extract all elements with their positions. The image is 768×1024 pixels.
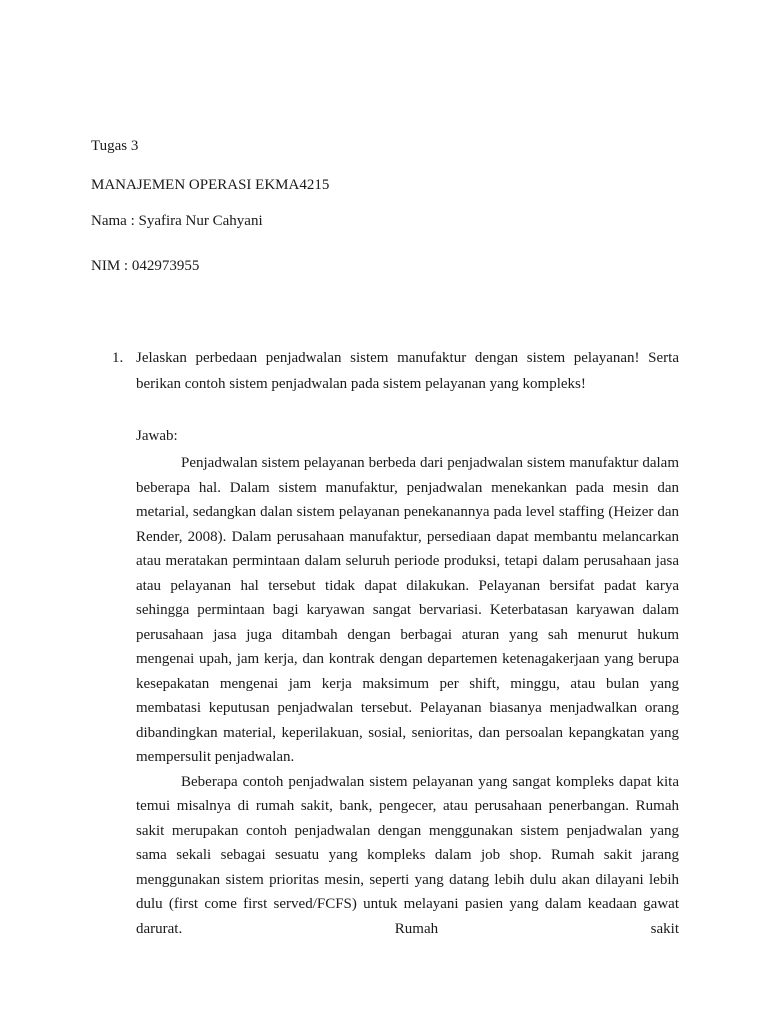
student-nim: NIM : 042973955	[91, 258, 200, 274]
question-text: Jelaskan perbedaan penjadwalan sistem manufaktur dengan sistem pelayanan! Serta berikan contoh sistem penjadwalan pada sistem pelayanan yang kompleks!	[136, 350, 679, 392]
answer-paragraph: Penjadwalan sistem pelayanan berbeda dari penjadwalan sistem manufaktur dalam beberapa hal. Dalam sistem manufaktur, penjadwalan menekankan pada mesin dan metarial, sedangkan dalan sistem pelayanan penekanannya pada level staffing (Heizer dan Render, 2008). Dalam perusahaan manufaktur, persediaan dapat membantu melancarkan atau meratakan permintaan dalam seluruh periode produksi, tetapi dalam perusahaan jasa atau pelayanan hal tersebut tidak dapat dilakukan. Pelayanan bersifat padat karya sehingga permintaan bagi karyawan sangat bervariasi. Keterbatasan karyawan dalam perusahaan jasa juga ditambah dengan berbagai aturan yang sah menurut hukum mengenai upah, jam kerja, dan kontrak dengan departemen ketenagakerjaan yang berupa kesepakatan mengenai jam kerja maksimum per shift, minggu, atau bulan yang membatasi keputusan penjadwalan tersebut. Pelayanan biasanya menjadwalkan orang dibandingkan material, keperilakuan, sosial, senioritas, dan persoalan kepangkatan yang mempersulit penjadwalan.	[136, 455, 679, 765]
answer-paragraph: Beberapa contoh penjadwalan sistem pelayanan yang sangat kompleks dapat kita temui misalnya di rumah sakit, bank, pengecer, atau perusahaan penerbangan. Rumah sakit merupakan contoh penjadwalan dengan menggunakan sistem penjadwalan yang sama sekali sebagai sesuatu yang kompleks dalam job shop. Rumah sakit jarang menggunakan sistem prioritas mesin, seperti yang datang lebih dulu akan dilayani lebih dulu (first come first served/FCFS) untuk melayani pasien yang dalam keadaan gawat darurat. Rumah sakit	[136, 773, 679, 937]
answer-label: Jawab:	[136, 428, 178, 444]
task-title: Tugas 3	[91, 138, 139, 154]
question-number: 1.	[112, 350, 124, 366]
student-name: Nama : Syafira Nur Cahyani	[91, 213, 263, 229]
course-title: MANAJEMEN OPERASI EKMA4215	[91, 177, 330, 193]
answer-body	[136, 451, 679, 941]
